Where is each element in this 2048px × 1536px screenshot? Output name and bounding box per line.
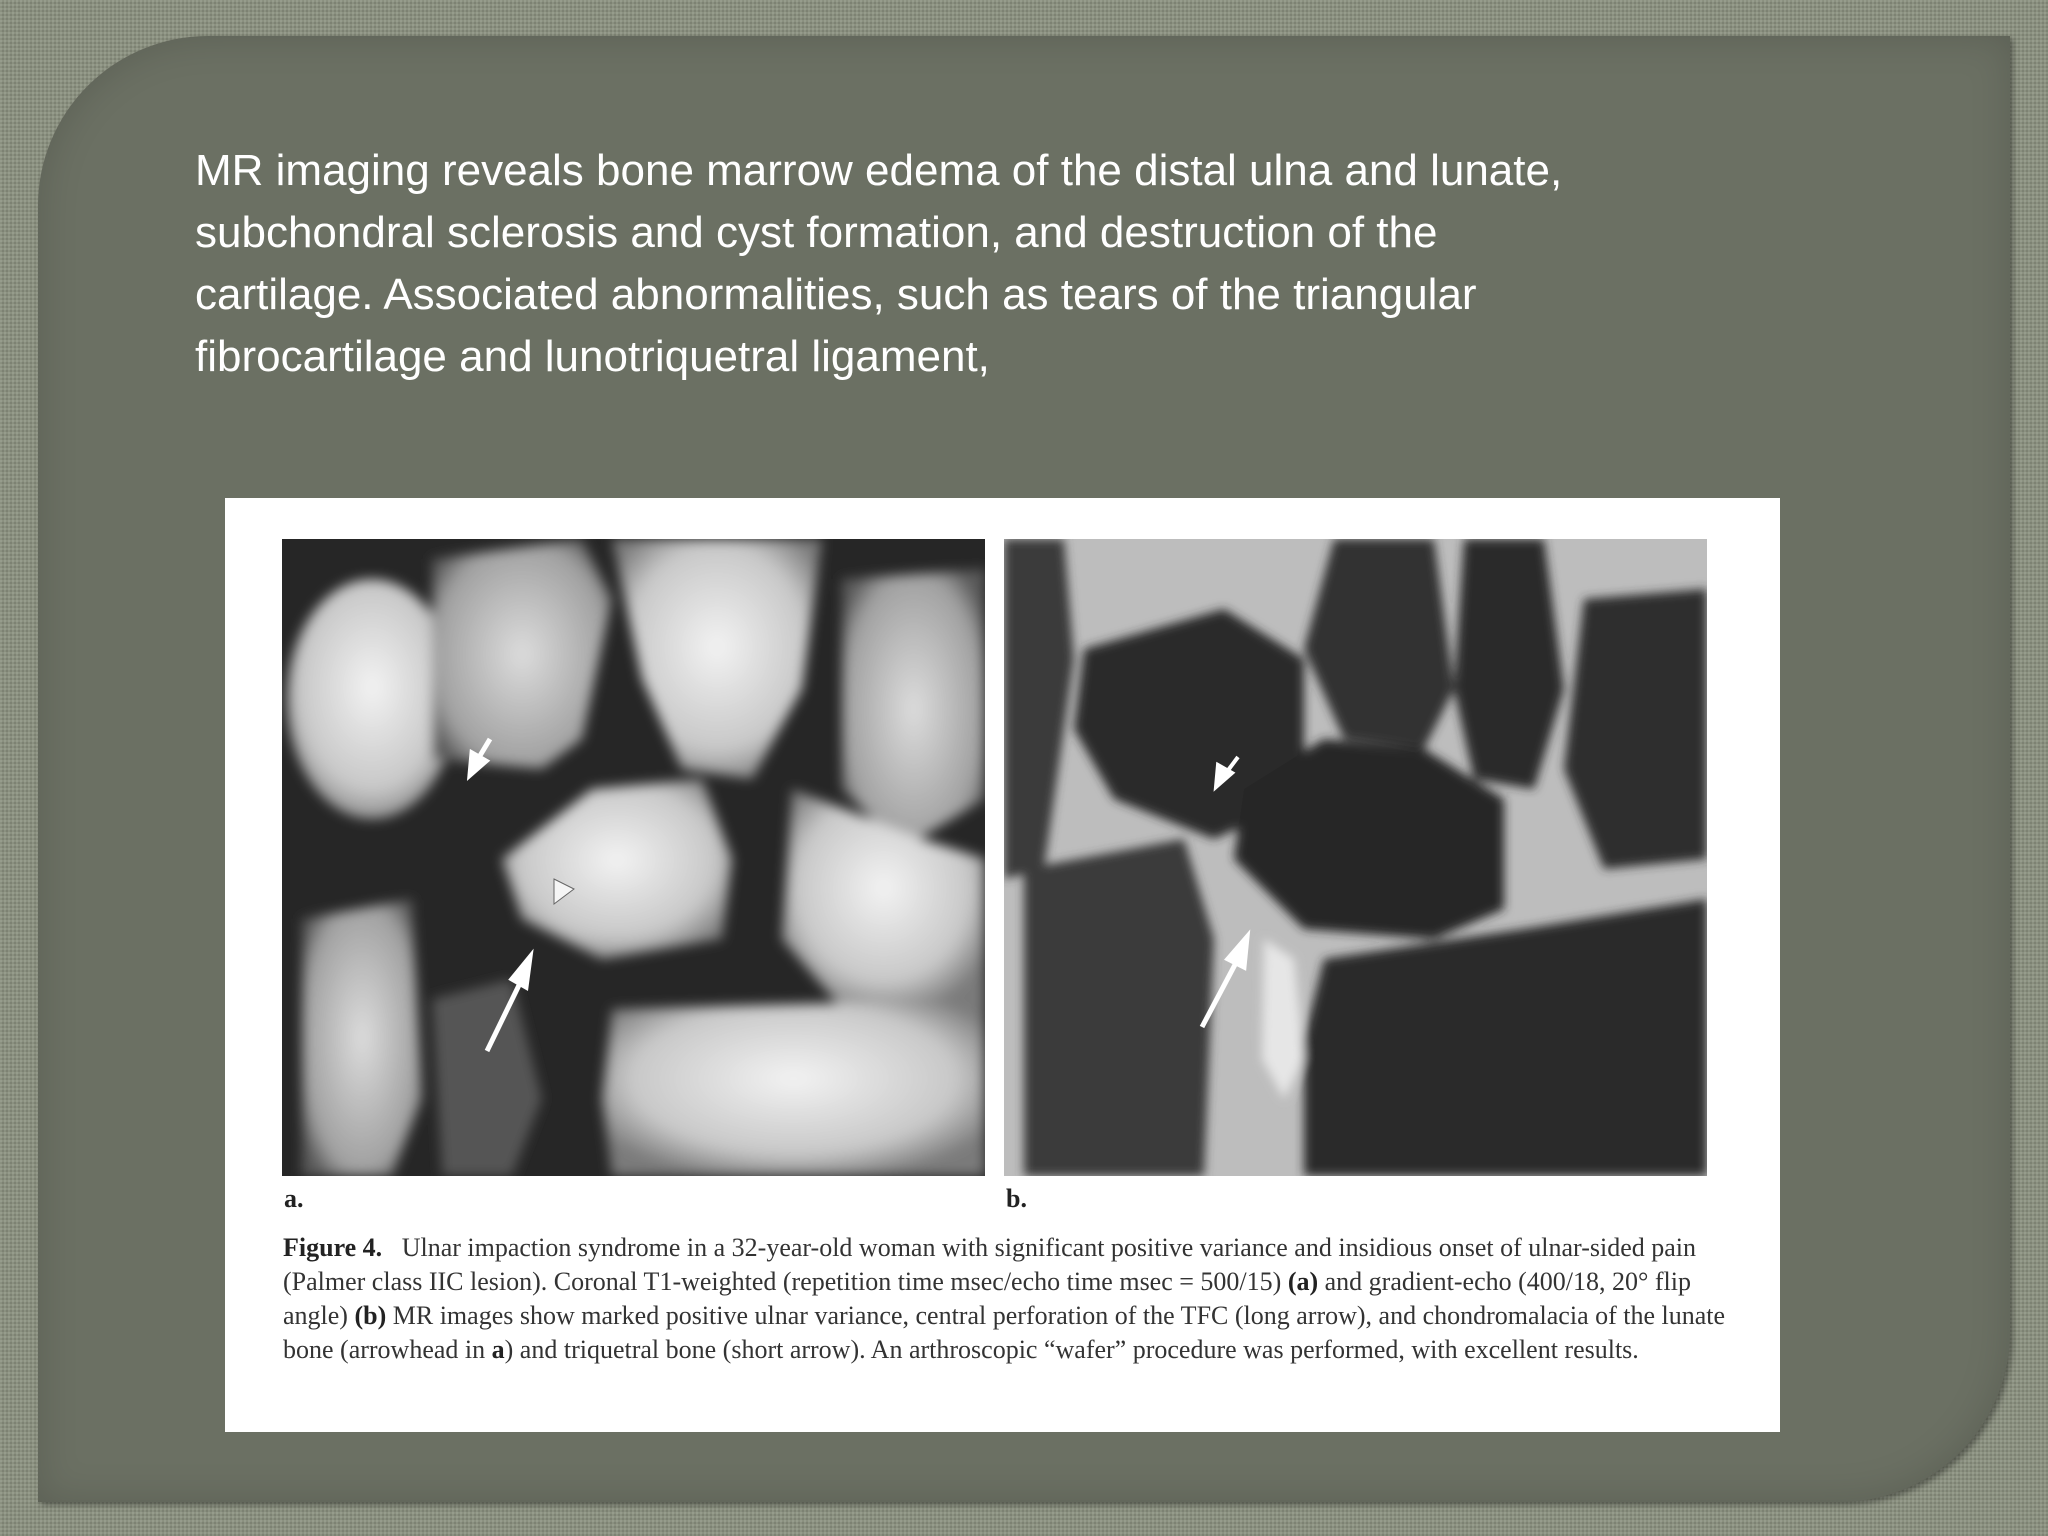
caption-part-4: ) and triquetral bone (short arrow). An arthroscopic “wafer” procedure was performed, with excellent results. [504, 1335, 1639, 1364]
caption-part-3: MR images show marked positive ulnar variance, central perforation of the TFC (long arrow), and chondromalacia of the lunate bone (arrowhead in [283, 1301, 1726, 1364]
figure-number: Figure 4. [283, 1233, 383, 1262]
figure-caption [283, 1231, 1753, 1367]
caption-ref-a: (a) [1287, 1267, 1319, 1296]
caption-part-1: Ulnar impaction syndrome in a 32-year-old woman with significant positive variance and insidious onset of ulnar-sided pain (Palmer class IIC lesion). Coronal T1-weighted (repetition time msec/echo time msec = 500/15) [283, 1233, 1696, 1296]
slide-body-text: MR imaging reveals bone marrow edema of the distal ulna and lunate, subchondral sclerosis and cyst formation, and destruction of the cartilage. Associated abnormalities, such as tears of the triangular fibrocartilage and lunotriquetral ligament, [195, 146, 1563, 381]
caption-part-2: and gradient-echo (400/18, 20° flip angle) [283, 1267, 1691, 1330]
mr-image-a [282, 539, 985, 1176]
mr-image-b-graphic [1004, 539, 1707, 1176]
mr-image-b [1004, 539, 1707, 1176]
figure-card [225, 498, 1780, 1432]
slide-panel [38, 36, 2010, 1502]
panel-b-label: b. [1006, 1184, 1027, 1213]
caption-ref-a-bold: a [491, 1335, 505, 1364]
mr-image-a-graphic [282, 539, 985, 1176]
caption-ref-b: (b) [354, 1301, 387, 1330]
panel-a-label: a. [284, 1184, 304, 1213]
